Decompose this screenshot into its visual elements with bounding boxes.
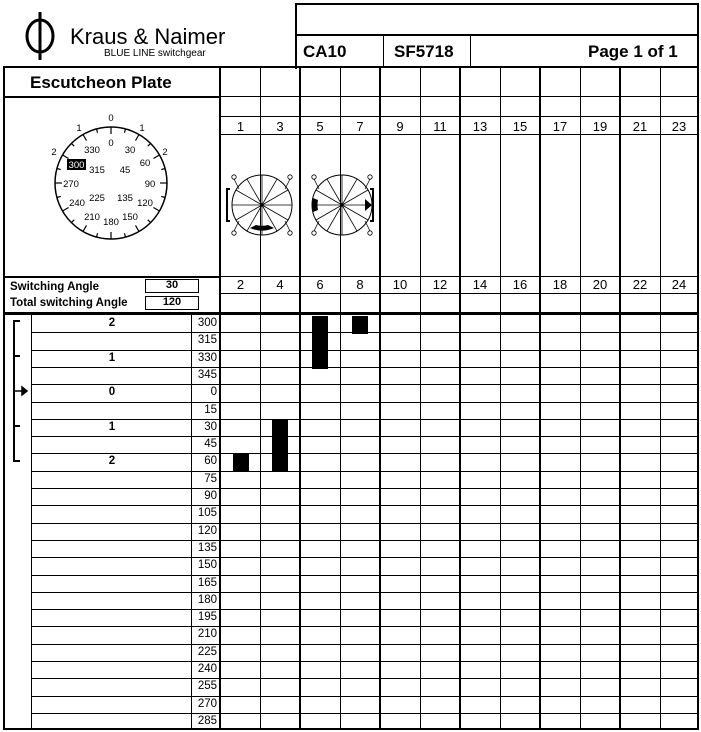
grid-line — [31, 384, 698, 385]
dial-angle-label: 90 — [144, 179, 156, 190]
angle-value: 270 — [197, 698, 217, 710]
logo-tagline: BLUE LINE switchgear — [104, 48, 206, 59]
angle-value: 15 — [204, 404, 217, 416]
grid-line — [295, 3, 297, 69]
dial-angle-label: 210 — [84, 212, 100, 223]
grid-line — [500, 68, 501, 728]
dial-angle-label: 240 — [69, 198, 85, 209]
grid-line — [31, 471, 698, 472]
dial-tick — [161, 169, 165, 170]
grid-line — [619, 68, 621, 728]
contact-number-bottom: 22 — [632, 277, 648, 292]
angle-value: 45 — [204, 438, 217, 450]
switch-position: 1 — [108, 352, 116, 364]
dial-outer-label: 1 — [76, 123, 82, 134]
angle-value: 180 — [197, 594, 217, 606]
angle-value: 165 — [197, 577, 217, 589]
grid-line — [31, 713, 698, 714]
switching-angle-value: 30 — [145, 279, 199, 293]
grid-line — [31, 557, 698, 558]
grid-line — [3, 312, 699, 315]
kraus-naimer-logo-icon — [14, 9, 66, 61]
dial-angle-label: 330 — [84, 145, 100, 156]
angle-value: 300 — [197, 317, 217, 329]
dial-angle-label: 0 — [108, 138, 114, 149]
dial-tick — [57, 196, 61, 197]
position-bracket — [4, 316, 32, 466]
dial-tick — [71, 143, 74, 146]
switch-position: 1 — [108, 421, 116, 433]
contact-number-bottom: 8 — [356, 277, 364, 292]
closed-contact-mark — [272, 454, 288, 472]
angle-value: 255 — [197, 680, 217, 692]
grid-line — [3, 728, 699, 730]
grid-line — [420, 68, 421, 728]
dial-outer-label: 2 — [162, 147, 168, 158]
dial-tick — [83, 135, 87, 141]
contact-number-top: 13 — [472, 119, 488, 134]
dial-tick — [161, 196, 165, 197]
contact-number-bottom: 14 — [472, 277, 488, 292]
total-switching-angle-value: 120 — [145, 296, 199, 310]
dial-angle-label: 135 — [117, 193, 133, 204]
program-code: SF5718 — [394, 42, 454, 61]
grid-line — [221, 116, 698, 117]
contact-number-bottom: 12 — [432, 277, 448, 292]
contact-number-bottom: 16 — [512, 277, 528, 292]
grid-line — [31, 367, 698, 368]
grid-line — [3, 66, 699, 68]
dial-angle-label: 120 — [137, 198, 153, 209]
dial-tick — [57, 169, 61, 170]
grid-line — [31, 575, 698, 576]
contact-number-top: 23 — [671, 119, 687, 134]
contact-number-top: 9 — [396, 119, 404, 134]
grid-line — [221, 293, 698, 294]
logo-brand: Kraus & Naimer — [70, 24, 226, 49]
grid-line — [31, 644, 698, 645]
dial-tick — [153, 155, 159, 159]
grid-line — [260, 68, 261, 728]
closed-contact-mark — [272, 437, 288, 455]
angle-value: 195 — [197, 611, 217, 623]
model-code: CA10 — [303, 42, 347, 61]
grid-line — [3, 276, 221, 278]
grid-line — [31, 626, 698, 627]
angle-value: 285 — [197, 715, 217, 727]
dial-angle-label: 180 — [103, 217, 119, 228]
grid-line — [31, 592, 698, 593]
switch-position: 2 — [108, 455, 116, 467]
angle-value: 210 — [197, 628, 217, 640]
dial-tick — [97, 233, 98, 237]
grid-line — [31, 540, 698, 541]
grid-line — [31, 661, 698, 662]
contact-number-bottom: 24 — [671, 277, 687, 292]
dial-angle-label-highlighted: 300 — [68, 160, 85, 171]
angle-value: 30 — [204, 421, 217, 433]
contact-number-top: 1 — [236, 119, 245, 134]
grid-line — [295, 3, 699, 5]
grid-line — [31, 523, 698, 524]
angle-value: 315 — [197, 334, 217, 346]
dial-tick — [124, 233, 125, 237]
grid-line — [31, 453, 698, 454]
grid-line — [295, 34, 699, 36]
closed-contact-mark — [233, 454, 249, 472]
escutcheon-title: Escutcheon Plate — [30, 73, 172, 92]
contact-number-top: 17 — [552, 119, 568, 134]
dial-tick — [136, 225, 140, 231]
contact-number-top: 3 — [276, 119, 284, 134]
closed-contact-mark — [312, 316, 328, 334]
dial-outer-label: 0 — [108, 113, 114, 124]
switch-position: 2 — [108, 317, 116, 329]
switch-position: 0 — [108, 386, 116, 398]
grid-line — [539, 68, 541, 728]
angle-value: 150 — [197, 559, 217, 571]
contact-diagram — [222, 165, 382, 245]
dial-tick — [148, 220, 151, 223]
contact-number-bottom: 18 — [552, 277, 568, 292]
grid-line — [3, 96, 221, 98]
dial-tick — [153, 208, 159, 212]
grid-line — [31, 402, 698, 403]
contact-number-top: 5 — [316, 119, 324, 134]
grid-line — [31, 678, 698, 679]
angle-value: 90 — [204, 490, 217, 502]
closed-contact-mark — [312, 351, 328, 369]
contact-number-top: 15 — [512, 119, 528, 134]
grid-line — [31, 488, 698, 489]
grid-line — [299, 68, 301, 728]
dial-tick — [83, 225, 87, 231]
grid-line — [340, 68, 341, 728]
dial-tick — [71, 220, 74, 223]
contact-number-top: 21 — [632, 119, 648, 134]
switching-angle-label: Switching Angle — [10, 281, 100, 293]
contact-number-bottom: 6 — [316, 277, 324, 292]
dial-angle-label: 225 — [89, 193, 105, 204]
grid-line — [379, 68, 381, 728]
grid-line — [459, 68, 461, 728]
dial-angle-label: 60 — [139, 158, 151, 169]
angle-value: 225 — [197, 646, 217, 658]
dial-angle-label: 45 — [119, 165, 131, 176]
contact-number-bottom: 4 — [276, 277, 284, 292]
dial-angle-label: 270 — [63, 179, 79, 190]
grid-line — [3, 66, 5, 730]
total-switching-angle-label: Total switching Angle — [10, 297, 128, 309]
angle-value: 105 — [197, 507, 217, 519]
grid-line — [221, 134, 698, 135]
contact-number-bottom: 10 — [392, 277, 408, 292]
dial-outer-label: 1 — [139, 123, 145, 134]
angle-value: 240 — [197, 663, 217, 675]
grid-line — [580, 68, 581, 728]
grid-line — [470, 34, 471, 68]
dial-tick — [63, 155, 69, 159]
contact-number-top: 11 — [433, 119, 447, 134]
angle-value: 60 — [204, 455, 217, 467]
grid-line — [221, 96, 698, 97]
grid-line — [31, 315, 32, 728]
escutcheon-dial — [40, 108, 190, 243]
dial-angle-label: 315 — [89, 165, 105, 176]
grid-line — [31, 419, 698, 420]
closed-contact-mark — [272, 420, 288, 438]
contact-number-top: 7 — [356, 119, 364, 134]
contact-number-top: 19 — [592, 119, 608, 134]
dial-tick — [63, 208, 69, 212]
dial-tick — [97, 129, 98, 133]
dial-tick — [148, 143, 151, 146]
page-indicator: Page 1 of 1 — [588, 42, 678, 61]
angle-value: 135 — [197, 542, 217, 554]
grid-line — [383, 34, 384, 68]
angle-value: 120 — [197, 525, 217, 537]
dial-angle-label: 30 — [124, 145, 136, 156]
dial-tick — [124, 129, 125, 133]
dial-tick — [136, 135, 140, 141]
grid-line — [31, 505, 698, 506]
angle-value: 75 — [204, 473, 217, 485]
closed-contact-mark — [352, 316, 368, 334]
angle-value: 330 — [197, 352, 217, 364]
grid-line — [660, 68, 661, 728]
grid-line — [221, 276, 698, 277]
grid-line — [31, 696, 698, 697]
grid-line — [219, 66, 221, 730]
grid-line — [31, 609, 698, 610]
angle-value: 345 — [197, 369, 217, 381]
dial-outer-label: 2 — [51, 147, 57, 158]
contact-number-bottom: 2 — [236, 277, 245, 292]
grid-line — [31, 436, 698, 437]
grid-line — [31, 350, 698, 351]
dial-angle-label: 150 — [122, 212, 138, 223]
closed-contact-mark — [312, 333, 328, 351]
angle-value: 0 — [210, 386, 217, 398]
contact-number-bottom: 20 — [592, 277, 608, 292]
